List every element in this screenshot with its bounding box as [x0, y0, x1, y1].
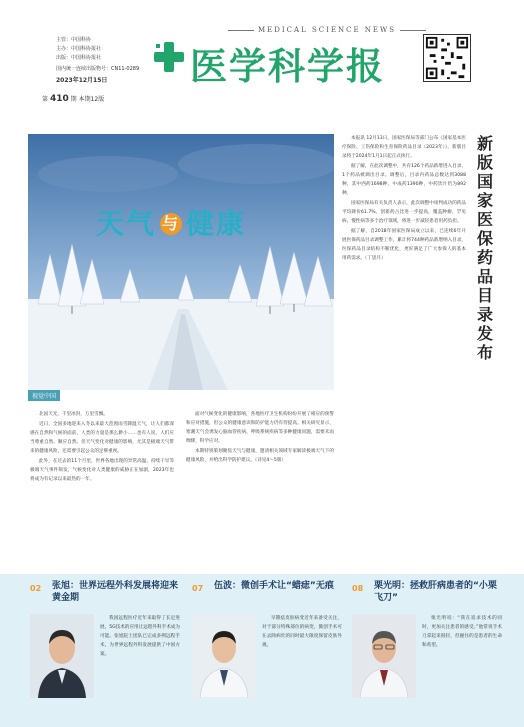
teaser-title[interactable]: 伍波：微创手术让“蜡痣”无痕 — [214, 581, 334, 591]
teaser-title[interactable]: 张旭：世界远程外科发展将迎来黄金期 — [52, 581, 179, 603]
page-number: 07 — [192, 584, 204, 593]
article-column-3 — [342, 134, 466, 548]
newspaper-title: 医学科学报 — [190, 44, 385, 88]
teaser-text — [262, 614, 342, 724]
portrait-photo — [192, 614, 256, 698]
headline-char: 家 — [476, 191, 493, 210]
masthead — [0, 0, 524, 112]
publication-date: 2023年12月15日 — [56, 77, 108, 84]
headline-char: 新 — [476, 134, 493, 153]
headline-char: 发 — [476, 324, 493, 343]
article-paragraph: 近日，全国多地迎来入冬以来最大范围雨雪降温天气，让人们都深感在自然和气候的面前，人类的力量是那么渺小……也有人说，人们应当尊重自然、顺应自然。但天气变化对健康的影响，尤其是极端天气带来的健康风险，还需要引起公众的足够重视。 — [30, 422, 174, 454]
publisher-line: 主办：中国科协报社 — [56, 46, 102, 52]
article-column-1 — [30, 410, 174, 548]
page-number: 02 — [30, 584, 42, 593]
article-paragraph: 据了解，在此次调整中，共有126个药品新增进入目录，1个药品被调出目录。调整后，目录内药品总数达到3088种，其中西药1698种、中成药1390种，中药饮片仍为892种。 — [342, 164, 466, 196]
teaser-paragraph: 我国远程医疗近年来取得了长足进展，5G技术的应用让远程外科手术成为可能。张旭院士团队已完成多例远程手术，为世界远程外科发展提供了中国方案。 — [100, 616, 180, 657]
english-title: MEDICAL SCIENCE NEWS — [224, 26, 430, 34]
headline-char: 药 — [476, 248, 493, 267]
article-paragraph: 此外，在过去的11个月里，世界各地出现的异常高温、持续干旱等极端天气事件频发，气候变化对人类健康的威胁正在加剧，2023年也将成为有记录以来最热的一年。 — [30, 459, 174, 482]
headline-char: 国 — [476, 172, 493, 191]
page-number: 08 — [352, 584, 364, 593]
teaser-text — [422, 614, 502, 724]
teaser-card[interactable] — [30, 580, 180, 727]
teaser-card[interactable] — [192, 580, 342, 727]
vertical-headline[interactable] — [474, 134, 496, 362]
issue-number: 410 — [49, 94, 69, 104]
teaser-title[interactable]: 栗光明：拯救肝病患者的“小栗飞刀” — [374, 581, 497, 603]
teaser-paragraph: 栗光明说：“我在追求技术的同时，更加关注患者的感受。”他常说手术刀拿起来很轻，但握住的是患者的生命和希望。 — [422, 616, 502, 648]
feature-title-part1: 天气 — [96, 207, 157, 240]
headline-char: 版 — [476, 153, 493, 172]
publication-info — [56, 36, 139, 85]
feature-title — [96, 202, 246, 242]
issue-suffix: 期 本期12版 — [70, 96, 105, 103]
article-paragraph: 据了解，自2018年国家医保局成立以来，已连续6年开展医保药品目录调整工作，累计将744种药品新增纳入目录，医保药品目录结构不断优化，更好满足了广大参保人的基本用药需求。（丁思月） — [342, 229, 466, 261]
article-paragraph: 国家医保局有关负责人表示，此次调整中谈判成功的药品平均降价61.7%，创新药占比进一步提高，覆盖肿瘤、罕见病、慢性病等多个治疗领域，将进一步减轻患者用药负担。 — [342, 201, 466, 224]
headline-char: 布 — [476, 343, 493, 362]
headline-char: 目 — [476, 286, 493, 305]
article-paragraph: 面对气候变化的健康影响，各地医疗卫生机构纷纷开展了相应的预警和应对措施，但公众的健康意识和防护能力仍有待提高。相关研究显示，寒潮天气会诱发心脑血管疾病、呼吸系统疾病等多种健康问题，需要未雨绸缪，科学应对。 — [186, 412, 334, 444]
issn-number: 国内统一连续出版物号：CN11-0289 — [56, 66, 140, 72]
portrait-photo — [352, 614, 416, 698]
headline-photo[interactable] — [28, 134, 334, 390]
publisher-line: 主管：中国科协 — [56, 37, 92, 43]
article-paragraph: 北国天光，千里冰封，万里雪飘。 — [39, 412, 108, 417]
issue-label: 第 — [42, 96, 49, 103]
headline-char: 录 — [476, 305, 493, 324]
qr-code-icon[interactable] — [423, 34, 471, 82]
publisher-line: 出版：中国科协报社 — [56, 55, 102, 61]
photo-credit: 视觉中国 — [28, 390, 60, 401]
headline-char: 保 — [476, 229, 493, 248]
portrait-photo — [30, 614, 94, 698]
issue-line — [42, 94, 104, 104]
headline-char: 医 — [476, 210, 493, 229]
teaser-card[interactable] — [352, 580, 502, 727]
article-column-2 — [186, 410, 334, 548]
headline-char: 品 — [476, 267, 493, 286]
feature-title-amp: 与 — [162, 214, 181, 233]
article-paragraph: 本报讯 12月13日，国家医保局等部门公布《国家基本医疗保险、工伤保险和生育保险药品目录（2023年）》，新版目录将于2024年1月1日起正式执行。 — [342, 136, 466, 159]
logo-cross-icon — [152, 40, 186, 74]
article-paragraph: 本期特别策划聚焦天气与健康，邀请相关领域专家解读极端天气下的健康风险，并给出科学防护建议。（详见4～5版） — [186, 449, 334, 463]
snow-forest-illustration — [28, 134, 334, 390]
feature-title-part2: 健康 — [186, 207, 247, 240]
teaser-text — [100, 614, 180, 724]
teaser-paragraph: 早期痣皮肤病变近年来备受关注，对于部分特殊部位的病变，微创手术可在去除病灶的同时最大限度保留皮肤外观。 — [262, 616, 342, 648]
